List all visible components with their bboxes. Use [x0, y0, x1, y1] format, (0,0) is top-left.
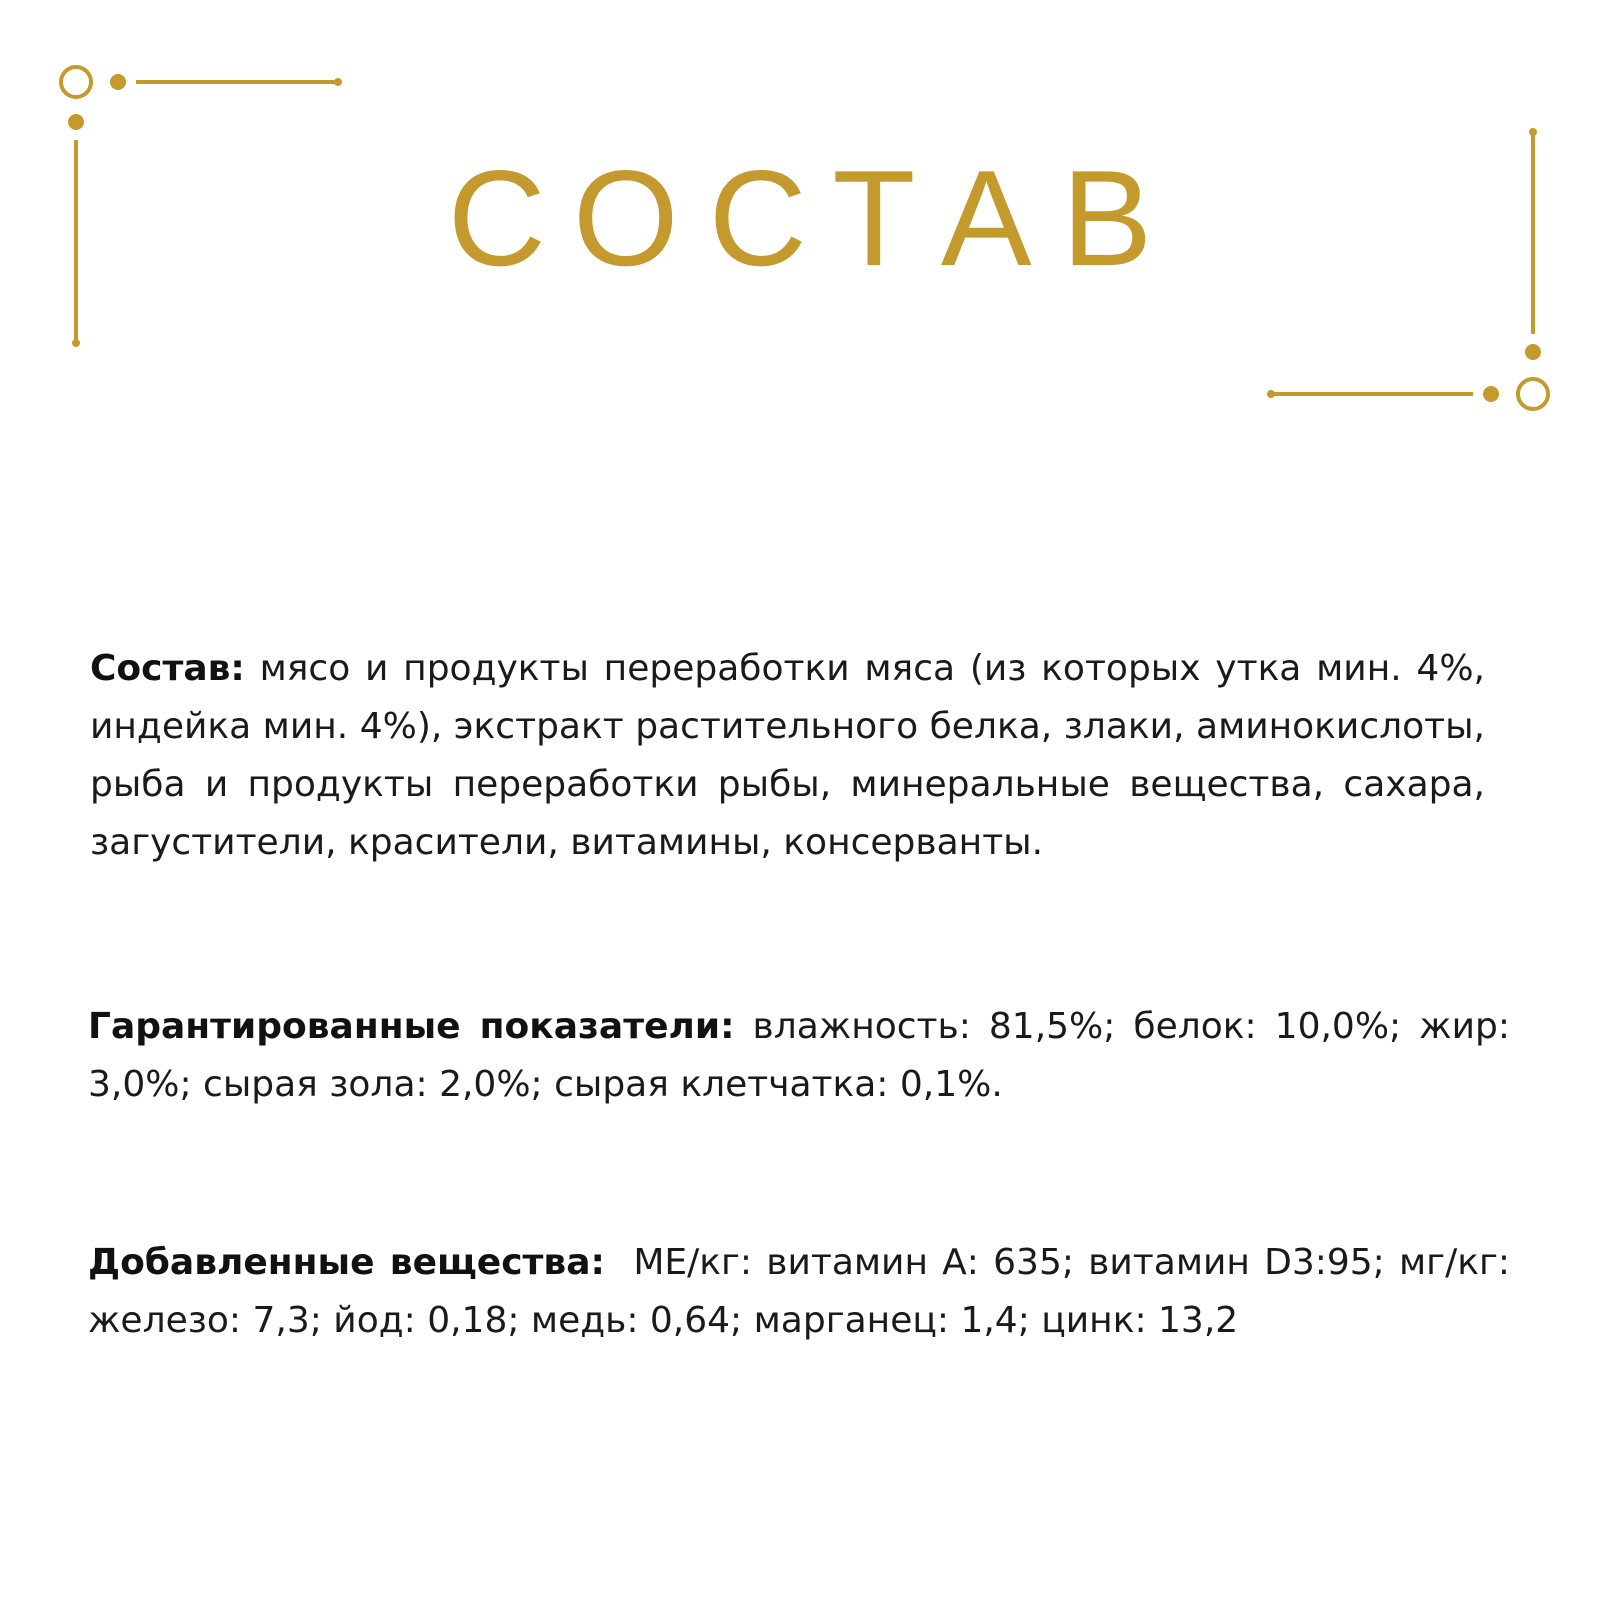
- ornament-dot-icon: [1483, 386, 1499, 402]
- additives-text: МЕ/кг: витамин А: 635; витамин D3:95; мг/кг: железо: 7,3; йод: 0,18; медь: 0,64; марганец: 1,4; цинк: 13,2: [88, 1242, 1511, 1341]
- composition-text: мясо и продукты переработки мяса (из которых утка мин. 4%, индейка мин. 4%), экстракт растительного белка, злаки, аминокислоты, рыба и продукты переработки рыбы, минеральные вещества, сахара, загустители, красители, витамины, консерванты.: [90, 648, 1485, 863]
- guaranteed-analysis-text: влажность: 81,5%; белок: 10,0%; жир: 3,0%; сырая зола: 2,0%; сырая клетчатка: 0,1%.: [88, 1006, 1510, 1105]
- composition-label: Состав:: [90, 648, 245, 689]
- additives-label: Добавленные вещества:: [88, 1242, 605, 1283]
- ornament-dot-icon: [110, 74, 126, 90]
- guaranteed-analysis-label: Гарантированные показатели:: [88, 1006, 735, 1047]
- guaranteed-analysis-paragraph: [88, 998, 1510, 1114]
- ornament-dot-icon: [68, 114, 84, 130]
- composition-paragraph: [90, 640, 1485, 872]
- additives-paragraph: [88, 1234, 1510, 1350]
- page-title: СОСТАВ: [447, 142, 1183, 294]
- ornament-dot-icon: [1525, 344, 1541, 360]
- ornament-end-dot-icon: [334, 78, 342, 86]
- ornament-end-dot-icon: [1267, 390, 1275, 398]
- ornament-ring-icon: [61, 67, 91, 97]
- ornament-ring-icon: [1518, 379, 1548, 409]
- ornament-end-dot-icon: [72, 339, 80, 347]
- ornament-end-dot-icon: [1529, 128, 1537, 136]
